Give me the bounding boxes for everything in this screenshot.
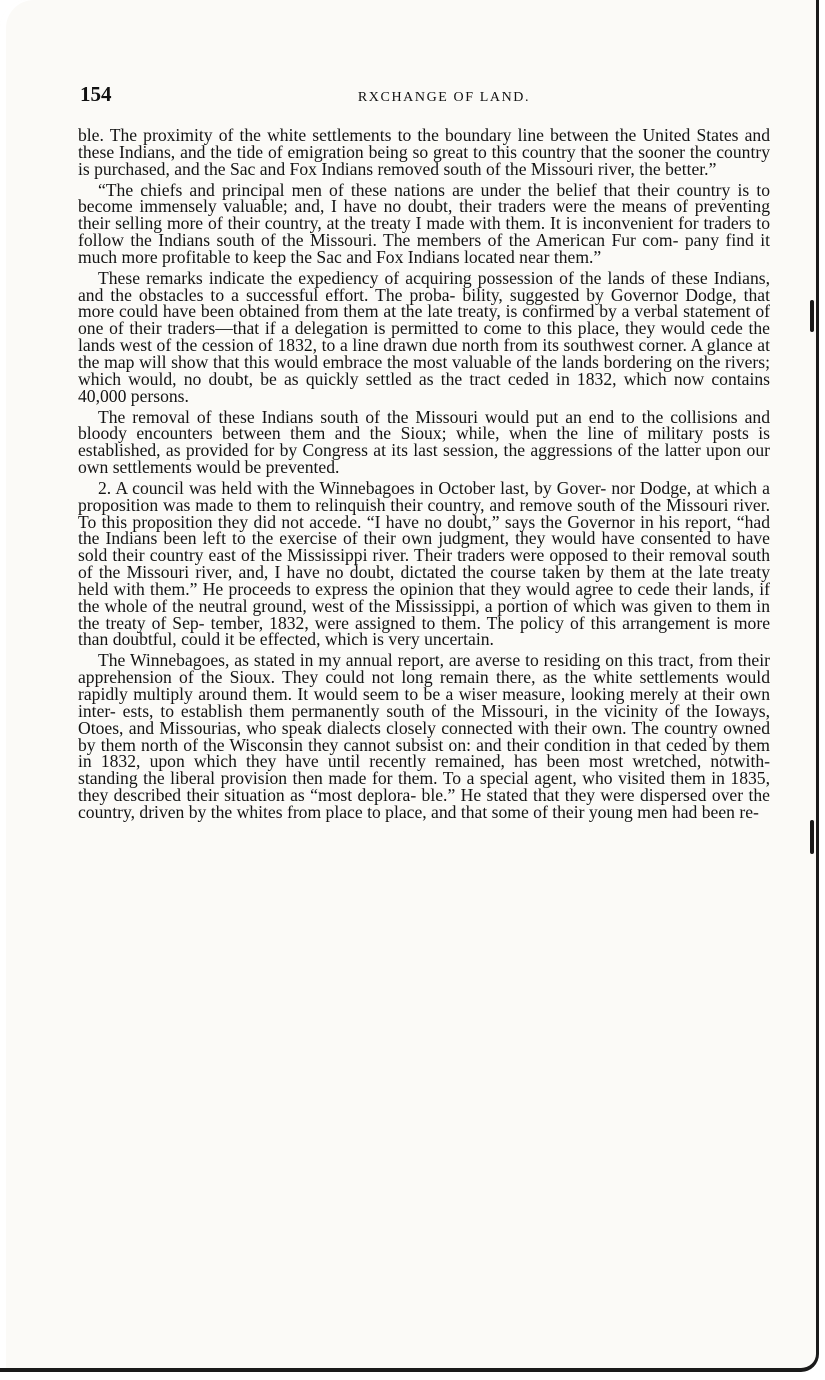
running-head: RXCHANGE OF LAND. [357,90,531,105]
paragraph-continuation: ble. The proximity of the white settlements to the boundary line between the United States and these Indians, and the tide of emigration being so great to this country that the sooner the country is purchased, and the Sac and Fox Indians removed south of the Missouri river, the better.” [78,125,770,179]
paragraph-remarks: These remarks indicate the expediency of acquiring possession of the lands of these Indians, and the obstacles to a successful effort. The proba- bility, suggested by Governor Dodge, that more could have been obtained from them at the late treaty, is confirmed by a verbal statement of one of their traders—that if a delegation is permitted to come to this place, they would cede the lands west of the cession of 1832, to a line drawn due north from its southwest corner. A glance at the map will show that this would embrace the most valuable of the lands bordering on the rivers; which would, no doubt, be as quickly settled as the tract ceded in 1832, which now contains 40,000 persons. [78,267,770,406]
paragraph-removal: The removal of these Indians south of the Missouri would put an end to the collisions and bloody encounters between them and the Sioux; while, when the line of military posts is established, as provided for by Congress at its last session, the aggressions of the latter upon our own settlements would be prevented. [78,406,770,478]
paragraph-quote-chiefs: “The chiefs and principal men of these nations are under the belief that their country is to become immensely valuable; and, I have no doubt, their traders were the means of preventing their selling more of their country, at the treaty I made with them. It is inconvenient for traders to follow the Indians south of the Missouri. The members of the American Fur com- pany find it much more profitable to keep the Sac and Fox Indians located near them.” [78,179,770,267]
paragraph-winnebagoes-tract: The Winnebagoes, as stated in my annual report, are averse to residing on this tract, from their apprehension of the Sioux. They could not long remain there, as the white settlements would rapidly multiply around them. It would seem to be a wiser measure, looking merely at their own inter- ests, to establish them permanently south of the Missouri, in the vicinity of the Ioways, Otoes, and Missourias, who speak dialects closely connected with their own. The country owned by them north of the Wisconsin they cannot subsist on: and their condition in that ceded by them in 1832, upon which they have until recently remained, has been most wretched, notwith- standing the liberal provision then made for them. To a special agent, who visited them in 1835, they described their situation as “most deplora- ble.” He stated that they were dispersed over the country, driven by the whites from place to place, and that some of their young men had been re- [78,650,770,822]
page-number: 154 [80,82,112,106]
page-header [80,82,770,112]
body-text [78,127,770,825]
page-edge-mark-bottom [810,820,814,854]
page-edge-mark-top [810,300,814,332]
paragraph-council-winnebagoes: 2. A council was held with the Winnebagoes in October last, by Gover- nor Dodge, at which a proposition was made to them to relinquish their country, and remove south of the Missouri river. To this proposition they did not accede. “I have no doubt,” says the Governor in his report, “had the Indians been left to the exercise of their own judgment, they would have consented to have sold their country east of the Mississippi river. Their traders were opposed to their removal south of the Missouri river, and, I have no doubt, dictated the course taken by them at the late treaty held with them.” He proceeds to express the opinion that they would agree to cede their lands, if the whole of the neutral ground, west of the Mississippi, a portion of which was given to them in the treaty of Sep- tember, 1832, were assigned to them. The policy of this arrangement is more than doubtful, could it be effected, which is very uncertain. [78,477,770,650]
